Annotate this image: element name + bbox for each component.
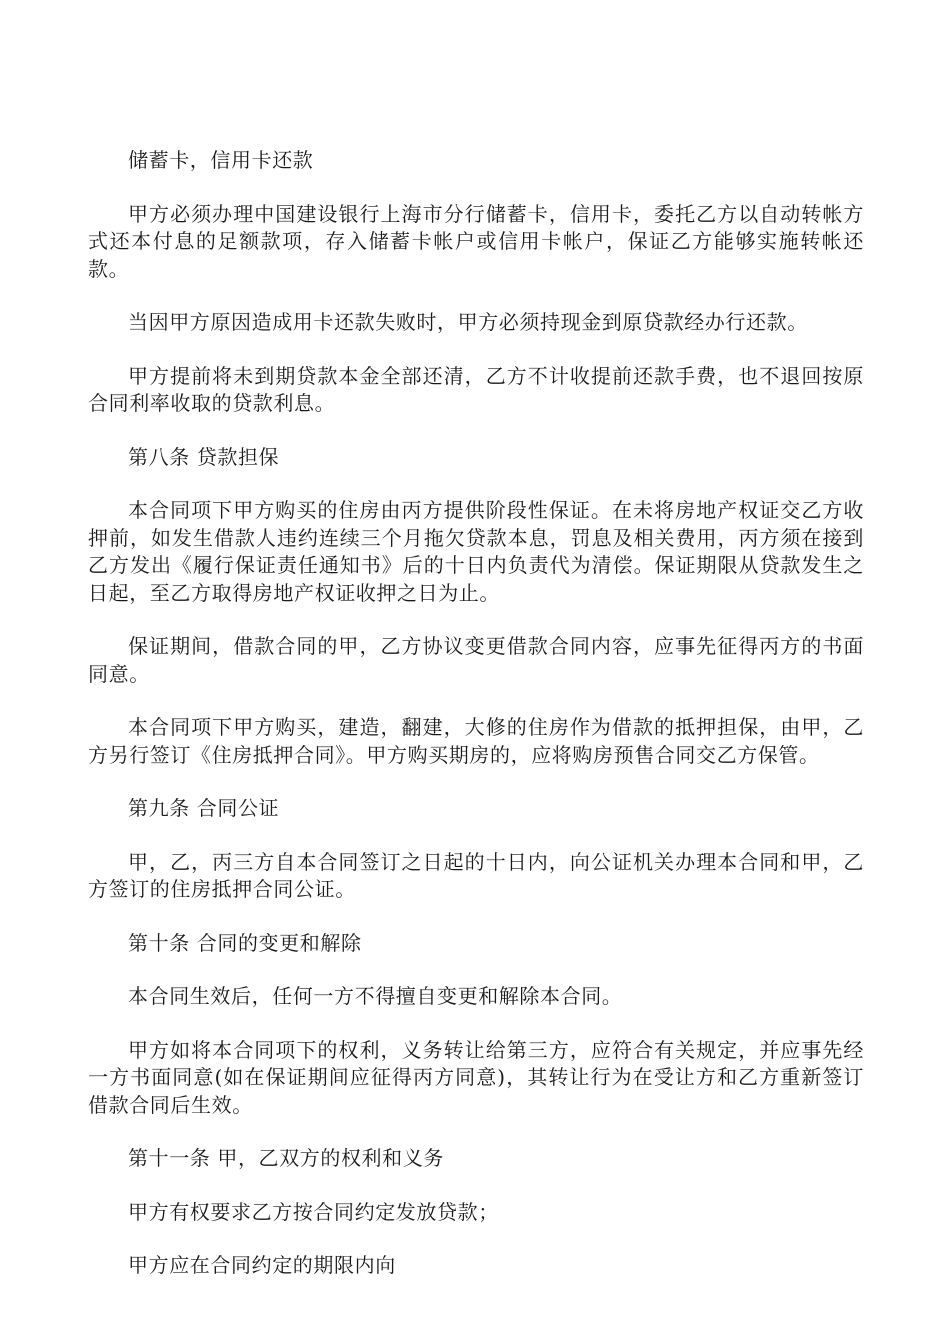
document-page [88,147,864,1280]
article-heading: 第十一条 甲，乙双方的权利和义务 [128,1146,444,1170]
body-paragraph: 甲方提前将未到期贷款本金全部还清，乙方不计收提前还款手费，也不退回按原合同利率收取的贷款利息。 [88,363,864,415]
body-paragraph: 当因甲方原因造成用卡还款失败时，甲方必须持现金到原贷款经办行还款。 [128,310,808,334]
body-paragraph: 甲方有权要求乙方按合同约定发放贷款； [128,1199,499,1224]
body-paragraph: 甲方必须办理中国建设银行上海市分行储蓄卡，信用卡，委托乙方以自动转帐方式还本付息的足额款项，存入储蓄卡帐户或信用卡帐户，保证乙方能够实施转帐还款。 [88,201,864,281]
body-paragraph: 保证期间，借款合同的甲，乙方协议变更借款合同内容，应事先征得丙方的书面同意。 [88,634,864,686]
body-paragraph: 本合同项下甲方购买的住房由丙方提供阶段性保证。在未将房地产权证交乙方收押前，如发生借款人违约连续三个月拖欠贷款本息，罚息及相关费用，丙方须在接到乙方发出《履行保证责任通知书》后的十日内负责代为清偿。保证期限从贷款发生之日起，至乙方取得房地产权证收押之日为止。 [88,498,864,605]
body-paragraph: 甲，乙，丙三方自本合同签订之日起的十日内，向公证机关办理本合同和甲，乙方签订的住房抵押合同公证。 [88,849,864,901]
body-paragraph: 本合同生效后，任何一方不得擅自变更和解除本合同。 [128,984,623,1008]
article-heading: 第十条 合同的变更和解除 [128,930,362,955]
body-paragraph: 本合同项下甲方购买，建造，翻建，大修的住房作为借款的抵押担保，由甲，乙方另行签订《住房抵押合同》。甲方购买期房的，应将购房预售合同交乙方保管。 [88,715,864,767]
article-heading: 第九条 合同公证 [128,796,280,820]
section-subheading: 储蓄卡，信用卡还款 [128,148,314,172]
body-paragraph: 甲方应在合同约定的期限内向 [128,1253,396,1277]
body-paragraph: 甲方如将本合同项下的权利，义务转让给第三方，应符合有关规定，并应事先经一方书面同意(如在保证期间应征得丙方同意)，其转让行为在受让方和乙方重新签订借款合同后生效。 [88,1037,864,1117]
article-heading: 第八条 贷款担保 [128,444,280,469]
